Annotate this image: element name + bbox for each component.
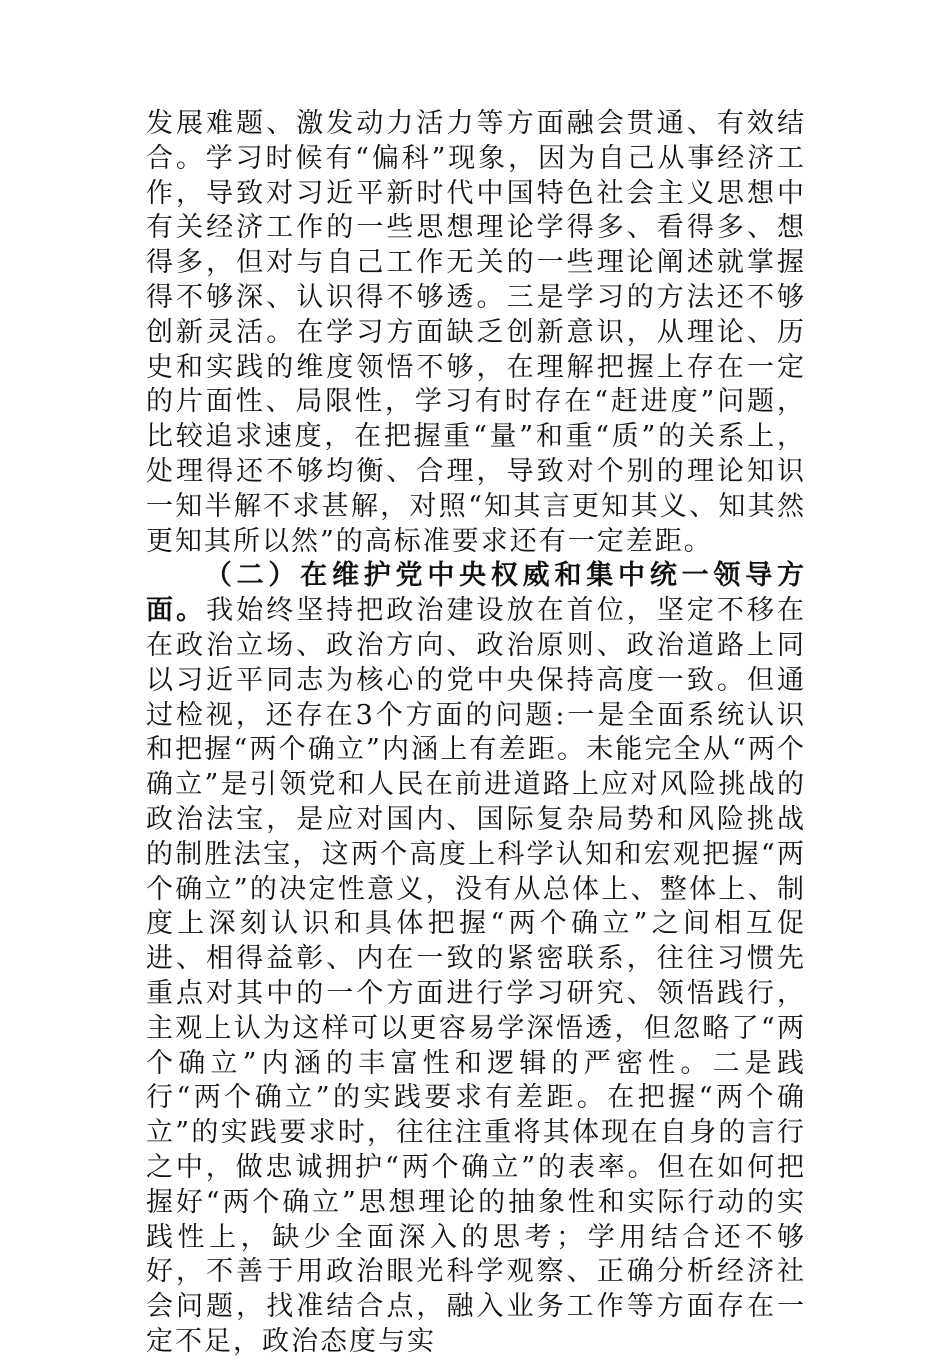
paragraph-1: 发展难题、激发动力活力等方面融会贯通、有效结合。学习时候有“偏科”现象，因为自己从事经济工作，导致对习近平新时代中国特色社会主义思想中有关经济工作的一些思想理论学得多、看得多、想得多，但对与自己工作无关的一些理论阐述就掌握得不够深、认识得不够透。三是学习的方法还不够创新灵活。在学习方面缺乏创新意识，从理论、历史和实践的维度领悟不够，在理解把握上存在一定的片面性、局限性，学习有时存在“赶进度”问题，比较追求速度，在把握重“量”和重“质”的关系上，处理得还不够均衡、合理，导致对个别的理论知识一知半解不求甚解，对照“知其言更知其义、知其然更知其所以然”的高标准要求还有一定差距。 [146, 108, 806, 557]
paragraph-2-body: 我始终坚持把政治建设放在首位，坚定不移在在政治立场、政治方向、政治原则、政治道路上同以习近平同志为核心的党中央保持高度一致。但通过检视，还存在3个方面的问题:一是全面系统认识和把握“两个确立”内涵上有差距。未能完全从“两个确立”是引领党和人民在前进道路上应对风险挑战的政治法宝，是应对国内、国际复杂局势和风险挑战的制胜法宝，这两个高度上科学认知和宏观把握“两个确立”的决定性意义，没有从总体上、整体上、制度上深刻认识和具体把握“两个确立”之间相互促进、相得益彰、内在一致的紧密联系，往往习惯先重点对其中的一个方面进行学习研究、领悟践行，主观上认为这样可以更容易学深悟透，但忽略了“两个确立”内涵的丰富性和逻辑的严密性。二是践行“两个确立”的实践要求有差距。在把握“两个确立”的实践要求时，往往注重将其体现在自身的言行之中，做忠诚拥护“两个确立”的表率。但在如何把握好“两个确立”思想理论的抽象性和实际行动的实践性上，缺少全面深入的思考；学用结合还不够好，不善于用政治眼光科学观察、正确分析经济社会问题，找准结合点，融入业务工作等方面存在一定不足，政治态度与实 [146, 595, 807, 1357]
document-page [146, 107, 806, 1360]
paragraph-2 [146, 559, 806, 1359]
section-heading: （二）在维护党中央权威和集中统一领导方面。 [146, 560, 806, 627]
